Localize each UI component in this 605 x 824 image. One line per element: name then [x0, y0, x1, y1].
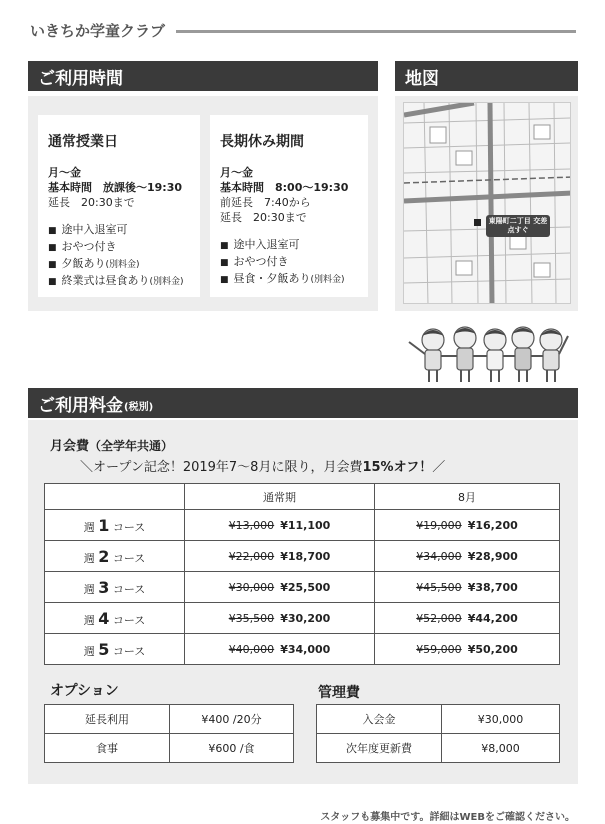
table-header-row — [45, 484, 560, 510]
table-row — [45, 603, 560, 634]
regular-days-list — [48, 222, 190, 290]
brand-title: いきちか学童クラブ — [30, 22, 166, 40]
management-title: 管理費 — [318, 685, 360, 701]
table-row — [45, 510, 560, 541]
holiday-pre-extension: 前延長 7:40から — [220, 196, 311, 209]
management-table — [316, 704, 560, 763]
regular-days-card — [38, 115, 200, 297]
course-label: 週 1 コース — [45, 510, 185, 541]
footer-note: スタッフも募集中です。詳細はWEBをご確認ください。 — [320, 812, 575, 823]
options-table — [44, 704, 294, 763]
august-price: ¥52,000 ¥44,200 — [375, 603, 560, 634]
table-header: 通常期 — [185, 484, 375, 510]
holiday-extension: 延長 20:30まで — [220, 211, 307, 224]
map-heading: 地図 — [395, 61, 578, 91]
table-row — [45, 705, 294, 734]
location-marker — [474, 219, 481, 226]
regular-price: ¥35,500 ¥30,200 — [185, 603, 375, 634]
holiday-list — [220, 237, 358, 288]
table-row — [317, 734, 560, 763]
regular-price: ¥40,000 ¥34,000 — [185, 634, 375, 665]
list-item: ■ 終業式は昼食あり(別料金) — [48, 273, 190, 290]
august-price: ¥45,500 ¥38,700 — [375, 572, 560, 603]
list-item: ■ おやつ付き — [220, 254, 358, 271]
list-item: ■ 昼食・夕飯あり(別料金) — [220, 271, 358, 288]
monthly-fee-title: 月会費（全学年共通） — [50, 439, 174, 454]
children-illustration — [405, 320, 570, 384]
regular-days-basic: 基本時間 放課後〜19:30 — [48, 181, 183, 194]
option-value: ¥400 /20分 — [170, 705, 294, 734]
option-value: ¥600 /食 — [170, 734, 294, 763]
management-value: ¥8,000 — [442, 734, 560, 763]
list-item: ■ おやつ付き — [48, 239, 190, 256]
course-label: 週 4 コース — [45, 603, 185, 634]
regular-days-title: 通常授業日 — [48, 134, 118, 150]
regular-days-days: 月〜金 — [48, 166, 81, 179]
course-label: 週 2 コース — [45, 541, 185, 572]
table-row — [45, 541, 560, 572]
table-row — [45, 572, 560, 603]
course-label: 週 5 コース — [45, 634, 185, 665]
table-row — [45, 634, 560, 665]
holiday-basic: 基本時間 8:00〜19:30 — [220, 181, 349, 194]
list-item: ■ 途中入退室可 — [220, 237, 358, 254]
brand-divider — [176, 30, 576, 33]
option-label: 延長利用 — [45, 705, 170, 734]
holiday-card — [210, 115, 368, 297]
management-value: ¥30,000 — [442, 705, 560, 734]
hours-heading: ご利用時間 — [28, 61, 378, 91]
august-price: ¥34,000 ¥28,900 — [375, 541, 560, 572]
management-label: 次年度更新費 — [317, 734, 442, 763]
map-location-label: 東陽町二丁目 交差点すぐ — [486, 215, 550, 237]
map-image[interactable] — [403, 102, 571, 304]
table-header: 8月 — [375, 484, 560, 510]
holiday-days: 月〜金 — [220, 166, 253, 179]
list-item: ■ 夕飯あり(別料金) — [48, 256, 190, 273]
august-price: ¥19,000 ¥16,200 — [375, 510, 560, 541]
holiday-title: 長期休み期間 — [220, 134, 304, 150]
promo-banner: ＼オープン記念！2019年7〜8月に限り，月会費15%オフ！／ — [80, 460, 446, 475]
regular-price: ¥30,000 ¥25,500 — [185, 572, 375, 603]
option-label: 食事 — [45, 734, 170, 763]
table-row — [317, 705, 560, 734]
regular-price: ¥13,000 ¥11,100 — [185, 510, 375, 541]
regular-price: ¥22,000 ¥18,700 — [185, 541, 375, 572]
street-map-illustration — [404, 103, 571, 304]
options-title: オプション — [50, 683, 119, 699]
regular-days-extension: 延長 20:30まで — [48, 196, 135, 209]
course-label: 週 3 コース — [45, 572, 185, 603]
fees-heading: ご利用料金 (税別) — [28, 388, 578, 418]
table-header — [45, 484, 185, 510]
table-row — [45, 734, 294, 763]
august-price: ¥59,000 ¥50,200 — [375, 634, 560, 665]
monthly-fee-table — [44, 483, 560, 665]
management-label: 入会金 — [317, 705, 442, 734]
list-item: ■ 途中入退室可 — [48, 222, 190, 239]
